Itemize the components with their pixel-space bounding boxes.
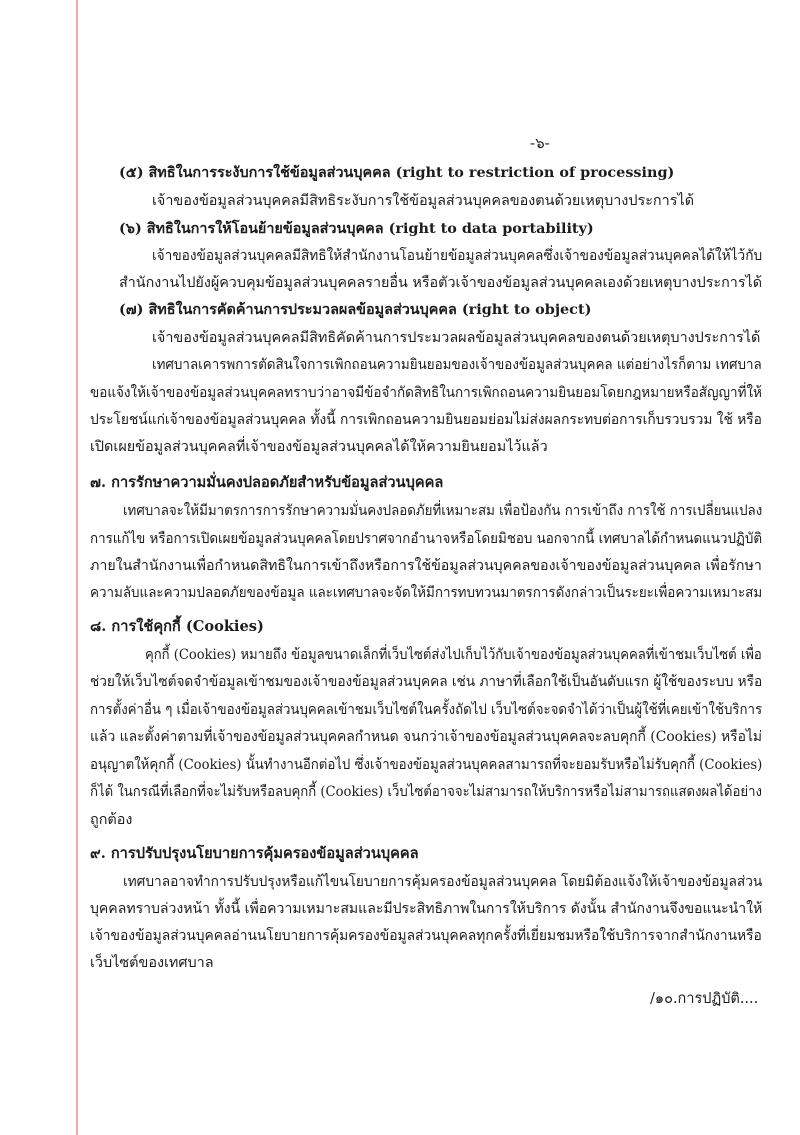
continuation-note: /๑๐.การปฏิบัติ.... (650, 991, 759, 1007)
section-9-text-line: บุคคลทราบล่วงหน้า ทั้งนี้ เพื่อความเหมาะสมและมีประสิทธิภาพในการให้บริการ ดังนั้น สำนักงานจึงขอแนะนำให้ (90, 901, 763, 917)
right-6-text-line: เจ้าของข้อมูลส่วนบุคคลมีสิทธิให้สำนักงานโอนย้ายข้อมูลส่วนบุคคลซึ่งเจ้าของข้อมูลส่วนบุคคลได้ให้ไว้กับ (152, 248, 763, 264)
section-8-text-line: อนุญาตให้คุกกี้ (Cookies) นั้นทำงานอีกต่อไป ซึ่งเจ้าของข้อมูลส่วนบุคคลสามารถที่จะยอมรับหรือไม่รับคุกกี้ (Cookies) (90, 757, 763, 773)
section-9-text-line: เว็บไซต์ของเทศบาล (90, 955, 214, 971)
section-8-text-line: ถูกต้อง (90, 812, 133, 828)
section-7-text-line: การแก้ไข หรือการเปิดเผยข้อมูลส่วนบุคคลโดยปราศจากอำนาจหรือโดยมิชอบ นอกจากนี้ เทศบาลได้กำหนดแนวปฏิบัติ (90, 531, 763, 547)
section-8-heading: ๘. การใช้คุกกี้ (Cookies) (90, 618, 264, 635)
section-7-text-line: ภายในสำนักงานเพื่อกำหนดสิทธิในการเข้าถึงหรือการใช้ข้อมูลส่วนบุคคลของเจ้าของข้อมูลส่วนบุคคล เพื่อรักษา (90, 558, 762, 574)
section-9-heading: ๙. การปรับปรุงนโยบายการคุ้มครองข้อมูลส่วนบุคคล (90, 845, 419, 862)
section-8-text-line: การตั้งค่าอื่น ๆ เมื่อเจ้าของข้อมูลส่วนบุคคลเข้าชมเว็บไซต์ในครั้งถัดไป เว็บไซต์จะจดจำได้ว่าเป็นผู้ใช้ที่เคยเข้าใช้บริการ (90, 702, 763, 718)
section-8-text-line: ช่วยให้เว็บไซต์จดจำข้อมูลเข้าชมของเจ้าของข้อมูลส่วนบุคคล เช่น ภาษาที่เลือกใช้เป็นอันดับแรก ผู้ใช้ของระบบ หรือ (90, 674, 763, 690)
section-8-text-line: แล้ว และตั้งค่าตามที่เจ้าของข้อมูลส่วนบุคคลกำหนด จนกว่าเจ้าของข้อมูลส่วนบุคคลจะลบคุกกี้ (Cookies) หรือไม่ (90, 729, 763, 745)
section-7-text-line: เทศบาลจะให้มีมาตรการการรักษาความมั่นคงปลอดภัยที่เหมาะสม เพื่อป้องกัน การเข้าถึง การใช้ การเปลี่ยนแปลง (123, 503, 763, 519)
page-edge-line (76, 0, 78, 1135)
right-6-heading: (๖) สิทธิในการให้โอนย้ายข้อมูลส่วนบุคคล (right to data portability) (119, 220, 594, 237)
right-7-text-line: ประโยชน์แก่เจ้าของข้อมูลส่วนบุคคล ทั้งนี้ การเพิกถอนความยินยอมย่อมไม่ส่งผลกระทบต่อการเก็บรวบรวม ใช้ หรือ (90, 412, 762, 428)
section-9-text-line: เทศบาลอาจทำการปรับปรุงหรือแก้ไขนโยบายการคุ้มครองข้อมูลส่วนบุคคล โดยมิต้องแจ้งให้เจ้าของข้อมูลส่วน (123, 874, 763, 890)
right-7-text-line: เจ้าของข้อมูลส่วนบุคคลมีสิทธิคัดค้านการประมวลผลข้อมูลส่วนบุคคลของตนด้วยเหตุบางประการได้ (152, 330, 761, 346)
document-page (90, 0, 762, 1135)
right-6-text-line: สำนักงานไปยังผู้ควบคุมข้อมูลส่วนบุคคลรายอื่น หรือตัวเจ้าของข้อมูลส่วนบุคคลเองด้วยเหตุบางประการได้ (119, 275, 763, 291)
right-7-text-line: เปิดเผยข้อมูลส่วนบุคคลที่เจ้าของข้อมูลส่วนบุคคลได้ให้ความยินยอมไว้แล้ว (90, 439, 548, 455)
right-7-heading: (๗) สิทธิในการคัดค้านการประมวลผลข้อมูลส่วนบุคคล (right to object) (119, 301, 592, 318)
section-7-text-line: ความลับและความปลอดภัยของข้อมูล และเทศบาลจะจัดให้มีการทบทวนมาตรการดังกล่าวเป็นระยะเพื่อความเหมาะสม (90, 585, 763, 601)
page-number: -๖- (530, 134, 550, 152)
section-7-heading: ๗. การรักษาความมั่นคงปลอดภัยสำหรับข้อมูลส่วนบุคคล (90, 474, 444, 491)
section-8-text-line: ก็ได้ ในกรณีที่เลือกที่จะไม่รับหรือลบคุกกี้ (Cookies) เว็บไซต์อาจจะไม่สามารถให้บริการหรือไม่สามารถแสดงผลได้อย่าง (90, 784, 762, 800)
section-9-text-line: เจ้าของข้อมูลส่วนบุคคลอ่านนโยบายการคุ้มครองข้อมูลส่วนบุคคลทุกครั้งที่เยี่ยมชมหรือใช้บริการจากสำนักงานหรือ (90, 928, 762, 944)
right-7-text-line: ขอแจ้งให้เจ้าของข้อมูลส่วนบุคคลทราบว่าอาจมีข้อจำกัดสิทธิในการเพิกถอนความยินยอมโดยกฎหมายหรือสัญญาที่ให้ (90, 385, 762, 401)
right-5-heading: (๕) สิทธิในการระงับการใช้ข้อมูลส่วนบุคคล (right to restriction of processing) (119, 164, 675, 181)
right-7-text-line: เทศบาลเคารพการตัดสินใจการเพิกถอนความยินยอมของเจ้าของข้อมูลส่วนบุคคล แต่อย่างไรก็ตาม เทศบาล (152, 357, 762, 373)
section-8-text-line: คุกกี้ (Cookies) หมายถึง ข้อมูลขนาดเล็กที่เว็บไซต์ส่งไปเก็บไว้กับเจ้าของข้อมูลส่วนบุคคลที่เข้าชมเว็บไซต์ เพื่อ (145, 647, 762, 663)
right-5-text: เจ้าของข้อมูลส่วนบุคคลมีสิทธิระงับการใช้ข้อมูลส่วนบุคคลของตนด้วยเหตุบางประการได้ (152, 193, 695, 209)
